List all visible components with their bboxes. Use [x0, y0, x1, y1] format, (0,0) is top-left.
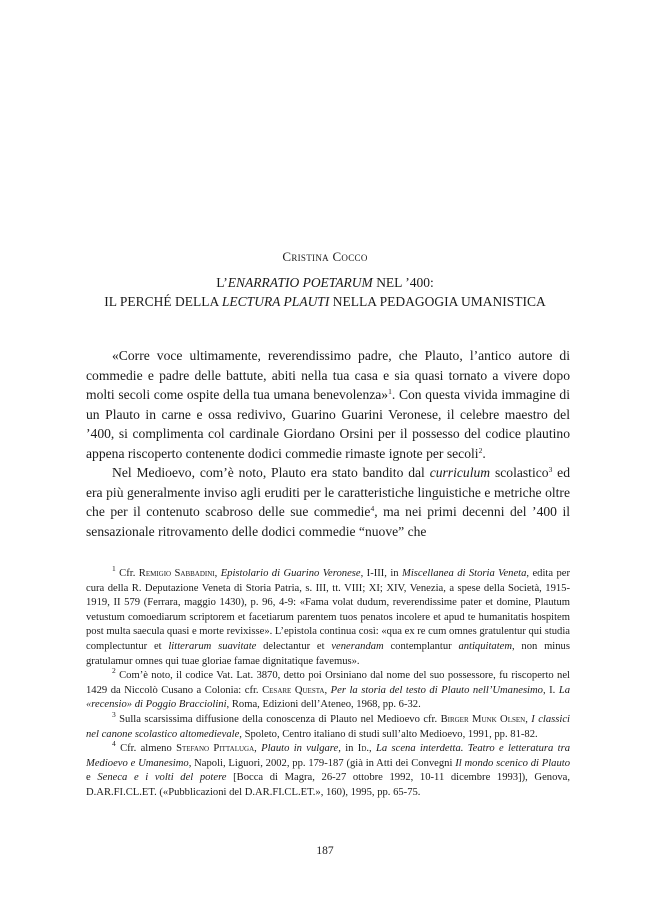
cited-title: Seneca e i volti del potere [97, 772, 227, 784]
title-line-2 [0, 292, 650, 311]
footnote-1 [86, 564, 571, 669]
text-run: , Spoleto, Centro italiano di studi sull’alto Medioevo, 1991, pp. 81-82. [239, 728, 538, 740]
text-run: , [324, 684, 331, 696]
footnote-3 [86, 709, 571, 742]
text-run: , in [338, 743, 358, 755]
text-run: Com’è noto, il codice Vat. Lat. 3870, detto poi Orsiniano dal nome del suo possessore, fu riscoperto nel 1429 da Niccolò Cusano a Colonia: cfr. [86, 670, 570, 696]
cited-title: Miscellanea di Storia Veneta [402, 568, 527, 579]
text-run: , edita per cura della R. Deputazione Veneta di Storia Patria, s. III, tt. VIII; XI; XIV, Venezia, a spese della Società, 1915-1919, II 579 (Ferrara, maggio 1430), p. 96, 4-9: «Fama volat dudum, reverendissime pater et domine, Plautum vetustum comoediarum scriptorem et facetiarum parentem tuos penatos incolere et apud te humanitatis hospitem post multa saecula quasi e morte revixisse». L’epistola continua così: «qua ex re cum omnes gratulentur qui studia complectuntur et [86, 568, 571, 652]
footnote-ref-2[interactable]: 2 [478, 445, 483, 455]
footnote-number: 4 [112, 739, 116, 749]
title-part: L’ [216, 275, 228, 290]
text-run: [Bocca di Magra, 26-27 ottobre 1992, 10-11 dicembre 1993]), Genova, D.AR.FI.CL.ET. («Pubblicazioni del D.AR.FI.CL.ET.», 160), 1995, pp. 65-75. [86, 772, 571, 798]
text-run: , ma nei primi decenni del ’400 il sensazionale ritrovamento delle dodici commedie “nuove” che [86, 504, 570, 539]
italic-phrase: litterarum suavitate [168, 640, 257, 652]
footnote-number: 3 [112, 709, 116, 719]
footnote-4 [86, 739, 571, 800]
cited-author: Birger Munk Olsen [440, 713, 526, 725]
footnotes [86, 564, 571, 801]
title-part: NEL ’400: [372, 275, 434, 290]
footnote-number: 1 [112, 564, 116, 573]
italic-phrase: venerandam [331, 640, 384, 652]
footnote-ref-3[interactable]: 3 [548, 465, 553, 474]
title-italic-part: LECTURA PLAUTI [221, 294, 330, 309]
cited-title: Plauto in vulgare [261, 743, 339, 755]
text-run: , [214, 568, 221, 579]
text-run: . Con questa vivida immagine di un Plauto in carne e ossa redivivo, Guarino Guarini Veronese, il celebre maestro del ’400, si complimenta col cardinale Giordano Orsini per il possesso del codice plautino appena riscoperto contenente dodici commedie rimaste ignote per secoli [86, 387, 570, 461]
title-line-1 [0, 273, 650, 292]
text-run: , [254, 743, 262, 755]
paragraph-2 [86, 463, 570, 541]
main-text [86, 346, 570, 541]
text-run: scolastico [490, 465, 549, 480]
title-italic-part: ENARRATIO POETARUM [227, 275, 373, 290]
cited-title: Epistolario di Guarino Veronese [220, 568, 361, 579]
text-run: e [86, 772, 98, 784]
text-run: . [482, 445, 486, 461]
footnote-ref-4[interactable]: 4 [370, 504, 375, 513]
text-run: , I-III, in [360, 568, 403, 579]
text-run: , I. [542, 684, 559, 696]
cited-title: La «recensio» di Poggio Bracciolini [86, 684, 571, 711]
cited-title: Per la storia del testo di Plauto nell’Umanesimo [330, 684, 543, 696]
text-run: contemplantur [383, 640, 459, 652]
cited-author: Cesare Questa [262, 684, 325, 696]
text-run: Sulla scarsissima diffusione della conoscenza di Plauto nel Medioevo cfr. [115, 713, 441, 725]
italic-phrase: antiquitatem [458, 640, 512, 652]
text-run: delectantur et [256, 640, 332, 652]
cited-author: Stefano Pittaluga [176, 743, 255, 755]
title-part: NELLA PEDAGOGIA UMANISTICA [329, 294, 546, 309]
footnote-ref-1[interactable]: 1 [388, 387, 392, 396]
text-run: Cfr. almeno [115, 743, 177, 755]
italic-term: curriculum [429, 465, 491, 480]
text-run: , Roma, Edizioni dell’Ateneo, 1968, pp. 6-32. [226, 699, 421, 711]
text-run: Cfr. [115, 568, 139, 579]
cited-title: Il mondo scenico di Plauto [455, 757, 570, 769]
text-run: , non minus gratulamur omnes qui tuae gloriae famae dignitatique favemus». [86, 640, 570, 667]
text-run: , Napoli, Liguori, 2002, pp. 179-187 (già in Atti dei Convegni [188, 757, 456, 769]
page-number: 187 [316, 845, 334, 857]
title-part: IL PERCHÉ DELLA [104, 294, 222, 309]
paragraph-1 [86, 346, 570, 463]
author-name: Cristina Cocco [282, 249, 368, 264]
cited-title: La scena interdetta. Teatro e letteratura tra Medioevo e Umanesimo [86, 743, 571, 769]
footnote-2 [86, 666, 571, 713]
text-run: ed era più generalmente inviso agli eruditi per le caratteristiche linguistiche e metriche oltre che per il contenuto scabroso delle sue commedie [86, 465, 570, 519]
cited-author: Remigio Sabbadini [138, 568, 215, 579]
cited-title: I classici nel canone scolastico altomedievale [86, 713, 571, 740]
text-run: , [369, 743, 377, 755]
article-title [0, 273, 650, 311]
text-run: Nel Medioevo, com’è noto, Plauto era stato bandito dal [112, 465, 430, 480]
text-run: , [525, 713, 532, 725]
footnote-number: 2 [112, 666, 116, 676]
cited-author: Id. [357, 743, 370, 755]
text-run: «Corre voce ultimamente, reverendissimo padre, che Plauto, l’antico autore di commedie e padre delle battute, abiti nella tua casa e sia quasi tornato a vivere dopo molti secoli come ospite della tua umana benevolenza» [86, 348, 570, 402]
